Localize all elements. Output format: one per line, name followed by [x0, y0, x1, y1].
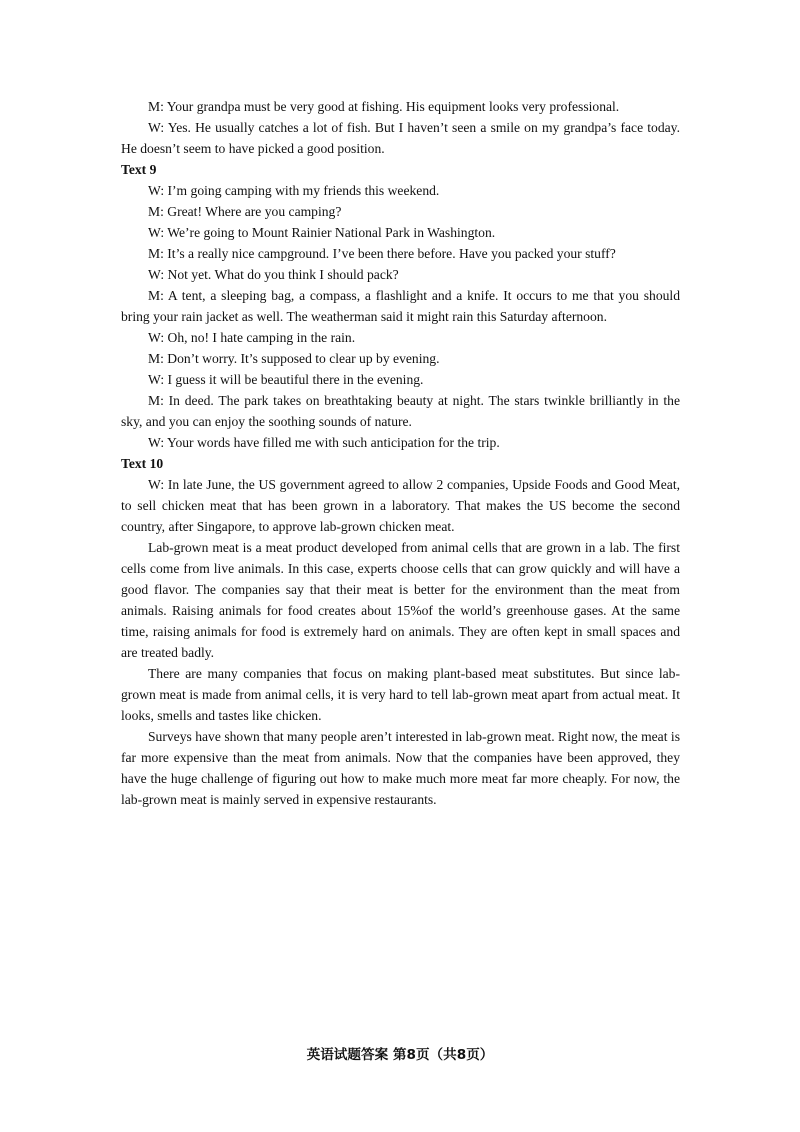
- text10-paragraph: W: In late June, the US government agreed to allow 2 companies, Upside Foods and Good Meat, to sell chicken meat that has been grown in a laboratory. That makes the US become the second country, after Singapore, to approve lab-grown chicken meat.: [121, 477, 680, 534]
- text8-line-w: W: Yes. He usually catches a lot of fish. But I haven’t seen a smile on my grandpa’s face today. He doesn’t seem to have picked a good position.: [121, 120, 680, 156]
- text9-heading: Text 9: [121, 162, 157, 177]
- text9-line: W: Not yet. What do you think I should pack?: [148, 267, 399, 282]
- text9-line: W: We’re going to Mount Rainier National Park in Washington.: [148, 225, 496, 240]
- text9-line: W: Oh, no! I hate camping in the rain.: [148, 330, 356, 345]
- text9-line: M: A tent, a sleeping bag, a compass, a flashlight and a knife. It occurs to me that you should bring your rain jacket as well. The weatherman said it might rain this Saturday afternoon.: [121, 288, 680, 324]
- text9-line: M: It’s a really nice campground. I’ve been there before. Have you packed your stuff?: [148, 246, 616, 261]
- text9-line: M: Great! Where are you camping?: [148, 204, 342, 219]
- page-footer: 英语试题答案 第8页（共8页）: [306, 1047, 494, 1063]
- text10-paragraph: There are many companies that focus on making plant-based meat substitutes. But since lab-grown meat is made from animal cells, it is very hard to tell lab-grown meat apart from actual meat. It looks, smells and tastes like chicken.: [121, 666, 680, 723]
- text10-heading: Text 10: [121, 456, 164, 471]
- text10-paragraph: Surveys have shown that many people aren’t interested in lab-grown meat. Right now, the meat is far more expensive than the meat from animals. Now that the companies have been approved, they have the huge challenge of figuring out how to make much more meat far more cheaply. For now, the lab-grown meat is mainly served in expensive restaurants.: [121, 729, 680, 807]
- answer-key-page: [121, 96, 680, 810]
- text9-line: W: I guess it will be beautiful there in the evening.: [148, 372, 424, 387]
- text9-line: M: Don’t worry. It’s supposed to clear up by evening.: [148, 351, 440, 366]
- text9-line: W: Your words have filled me with such anticipation for the trip.: [148, 435, 500, 450]
- text8-line-m: M: Your grandpa must be very good at fishing. His equipment looks very professional.: [148, 99, 620, 114]
- text9-line: W: I’m going camping with my friends this weekend.: [148, 183, 440, 198]
- text9-line: M: In deed. The park takes on breathtaking beauty at night. The stars twinkle brilliantly in the sky, and you can enjoy the soothing sounds of nature.: [121, 393, 680, 429]
- text10-paragraph: Lab-grown meat is a meat product developed from animal cells that are grown in a lab. The first cells come from live animals. In this case, experts choose cells that can grow quickly and will have a good flavor. The companies say that their meat is better for the environment than the meat from animals. Raising animals for food creates about 15%of the world’s greenhouse gases. At the same time, raising animals for food is extremely hard on animals. They are often kept in small spaces and are treated badly.: [121, 540, 680, 660]
